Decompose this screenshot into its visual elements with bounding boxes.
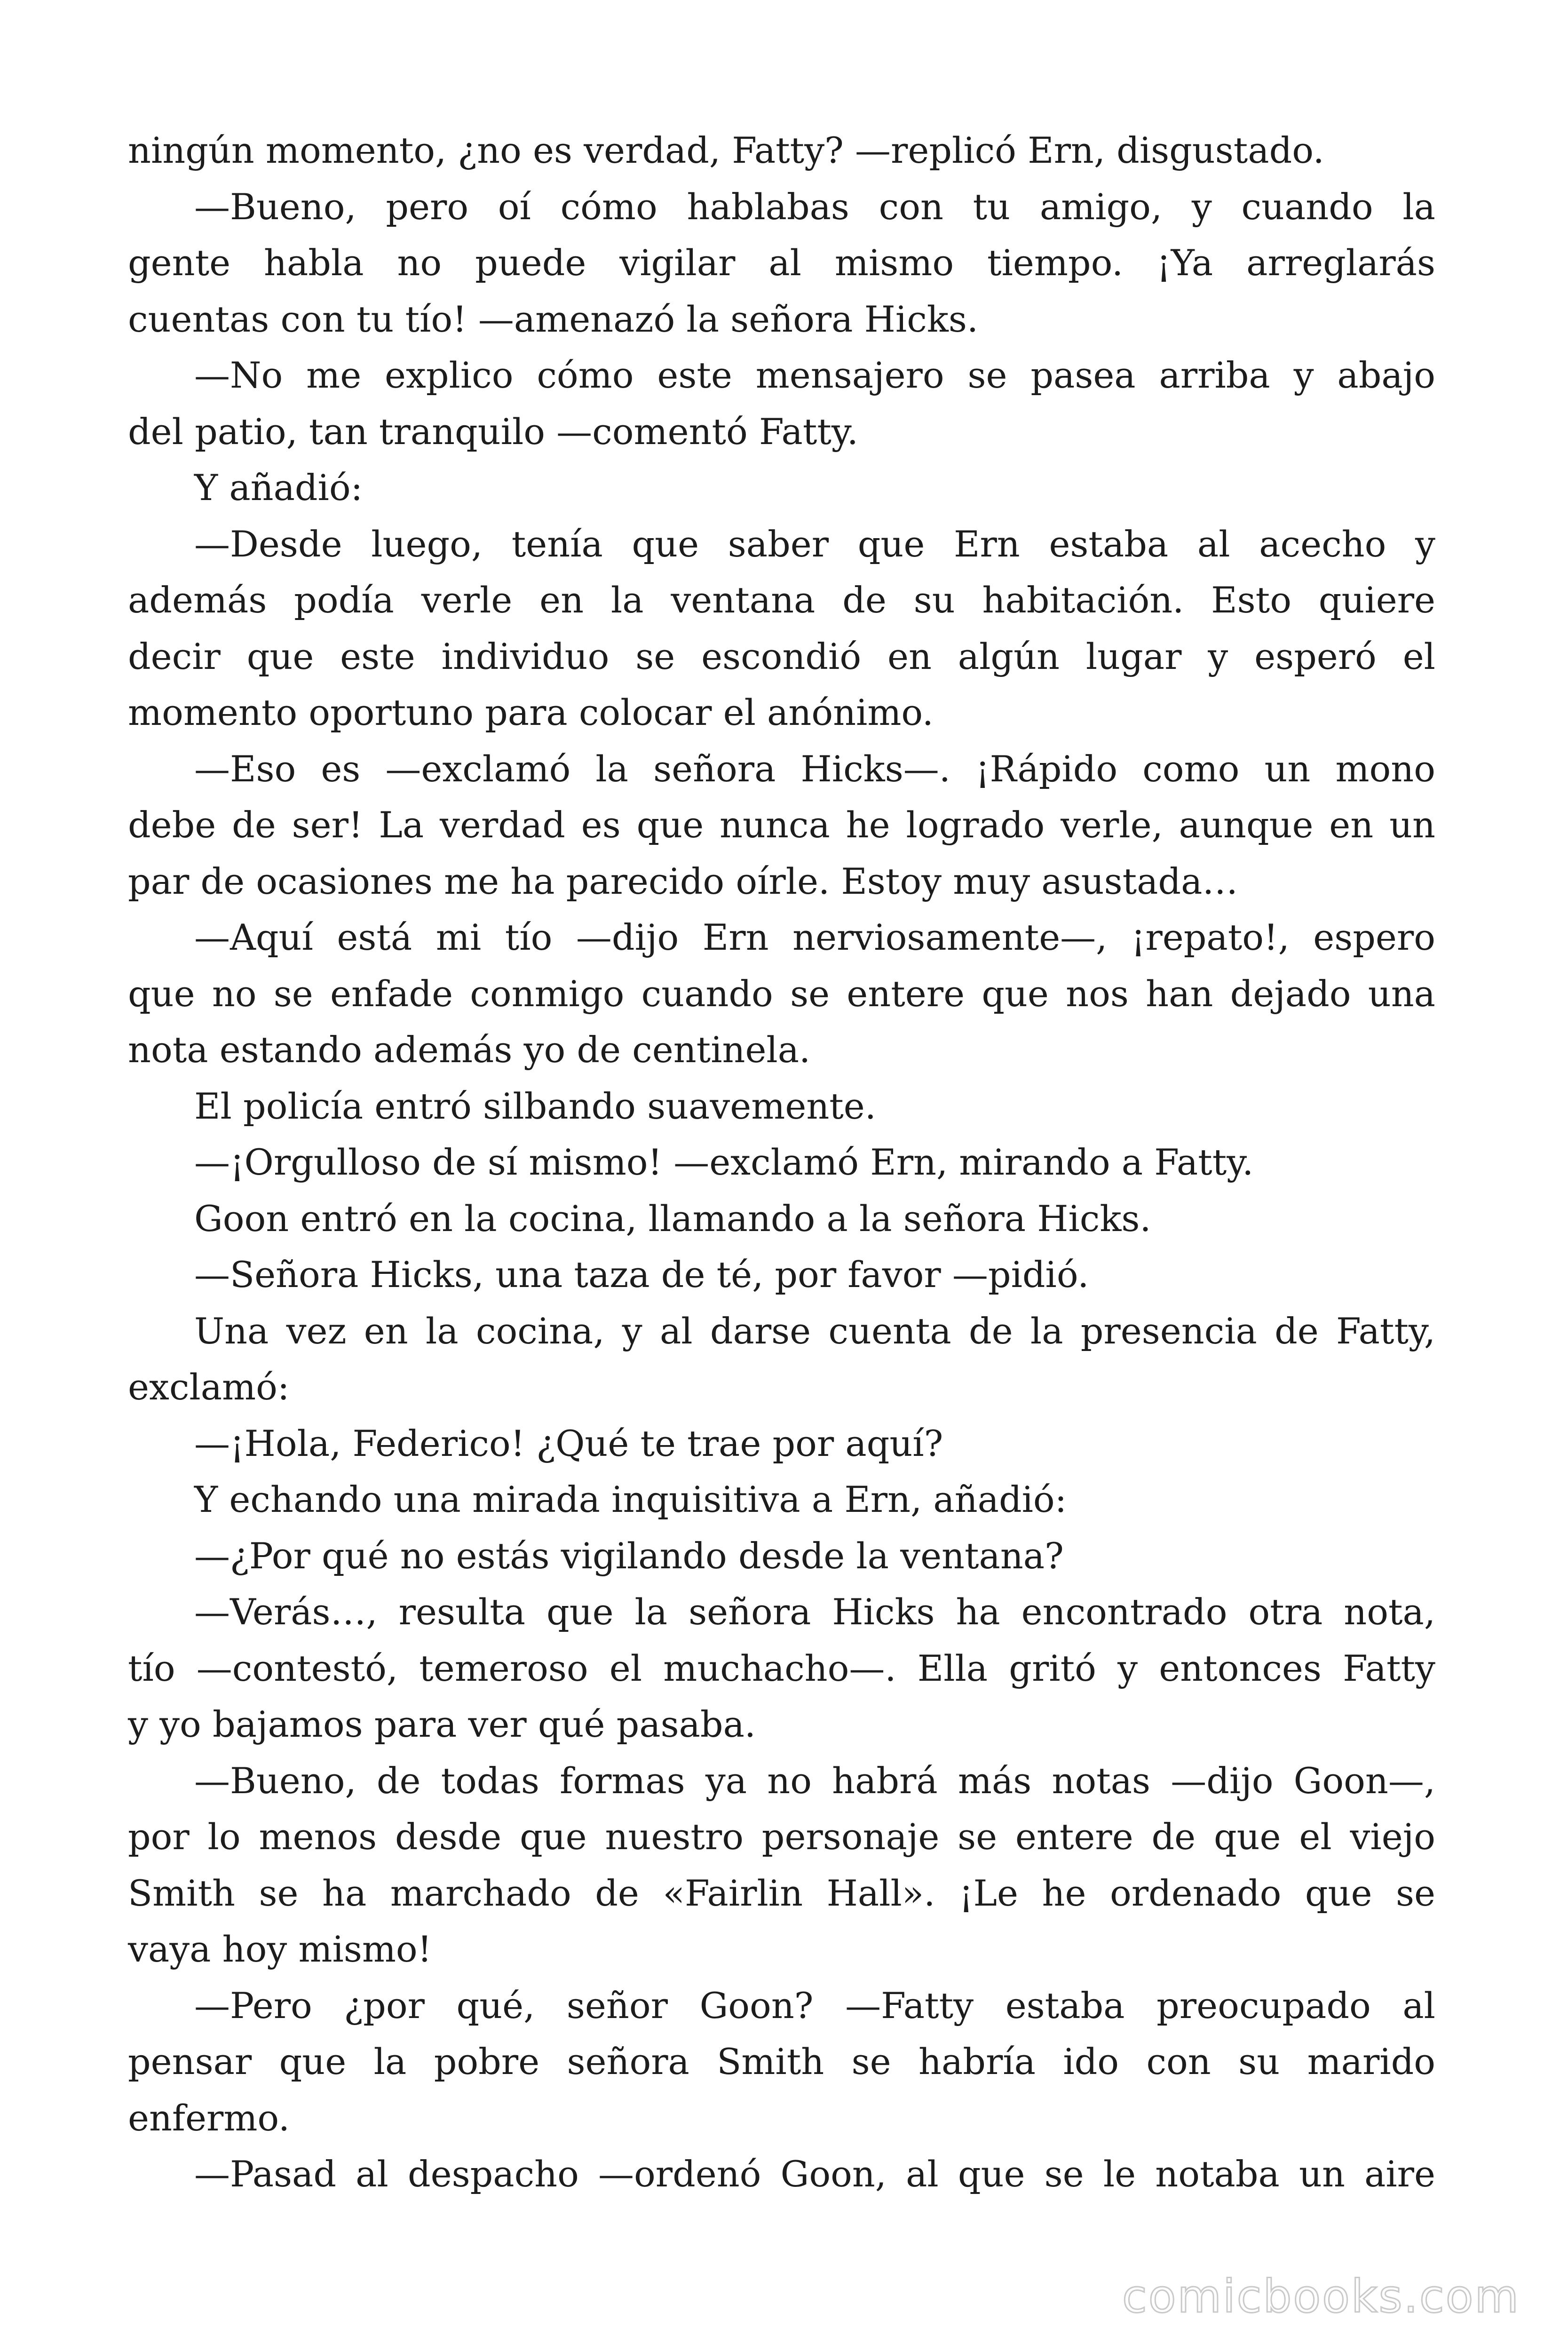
text-line: gente habla no puede vigilar al mismo tiempo. ¡Ya arreglarás xyxy=(128,242,1435,284)
text-line: decir que este individuo se escondió en algún lugar y esperó el xyxy=(128,635,1435,677)
text-line: Y echando una mirada inquisitiva a Ern, añadió: xyxy=(194,1478,1067,1520)
text-line: —Aquí está mi tío —dijo Ern nerviosamente—, ¡repato!, espero xyxy=(194,916,1435,958)
text-line: pensar que la pobre señora Smith se habría ido con su marido xyxy=(128,2041,1435,2082)
text-line: —Pasad al despacho —ordenó Goon, al que se le notaba un aire xyxy=(194,2153,1435,2195)
text-line: par de ocasiones me ha parecido oírle. Estoy muy asustada… xyxy=(128,860,1238,902)
text-line: —Bueno, de todas formas ya no habrá más notas —dijo Goon—, xyxy=(194,1759,1435,1802)
text-line: además podía verle en la ventana de su habitación. Esto quiere xyxy=(128,579,1435,621)
text-line: —Bueno, pero oí cómo hablabas con tu amigo, y cuando la xyxy=(194,185,1435,228)
text-line: —Señora Hicks, una taza de té, por favor —pidió. xyxy=(194,1254,1089,1295)
text-line: exclamó: xyxy=(128,1366,290,1408)
text-line: Smith se ha marchado de «Fairlin Hall». ¡Le he ordenado que se xyxy=(128,1872,1435,1914)
watermark: comicbooks.com xyxy=(1122,2270,1520,2323)
text-line: —Pero ¿por qué, señor Goon? —Fatty estaba preocupado al xyxy=(194,1984,1435,2026)
text-line: nota estando además yo de centinela. xyxy=(128,1029,811,1071)
text-line: del patio, tan tranquilo —comentó Fatty. xyxy=(128,410,858,453)
text-line: momento oportuno para colocar el anónimo. xyxy=(128,691,934,733)
text-line: por lo menos desde que nuestro personaje se entere de que el viejo xyxy=(128,1816,1435,1858)
text-line: cuentas con tu tío! —amenazó la señora Hicks. xyxy=(128,298,979,340)
text-line: tío —contestó, temeroso el muchacho—. Ella gritó y entonces Fatty xyxy=(128,1647,1435,1689)
text-line: Una vez en la cocina, y al darse cuenta de la presencia de Fatty, xyxy=(194,1310,1435,1352)
text-line: —¡Orgulloso de sí mismo! —exclamó Ern, mirando a Fatty. xyxy=(194,1141,1254,1183)
text-line: —¡Hola, Federico! ¿Qué te trae por aquí? xyxy=(194,1422,943,1464)
text-line: que no se enfade conmigo cuando se entere que nos han dejado una xyxy=(128,972,1435,1015)
text-line: Y añadió: xyxy=(194,467,363,509)
text-line: ningún momento, ¿no es verdad, Fatty? —replicó Ern, disgustado. xyxy=(128,129,1324,171)
text-line: y yo bajamos para ver qué pasaba. xyxy=(128,1703,756,1745)
text-line: Goon entró en la cocina, llamando a la señora Hicks. xyxy=(194,1197,1151,1240)
text-line: debe de ser! La verdad es que nunca he logrado verle, aunque en un xyxy=(128,804,1435,846)
text-line: —¿Por qué no estás vigilando desde la ventana? xyxy=(194,1534,1064,1577)
text-line: vaya hoy mismo! xyxy=(128,1928,432,1970)
body-text xyxy=(128,122,1435,2202)
text-line: enfermo. xyxy=(128,2097,290,2139)
text-line: —Verás…, resulta que la señora Hicks ha encontrado otra nota, xyxy=(194,1591,1435,1633)
text-line: —No me explico cómo este mensajero se pasea arriba y abajo xyxy=(194,354,1435,396)
text-line: —Eso es —exclamó la señora Hicks—. ¡Rápido como un mono xyxy=(194,747,1435,790)
text-line: El policía entró silbando suavemente. xyxy=(194,1085,876,1127)
text-line: —Desde luego, tenía que saber que Ern estaba al acecho y xyxy=(194,523,1435,565)
